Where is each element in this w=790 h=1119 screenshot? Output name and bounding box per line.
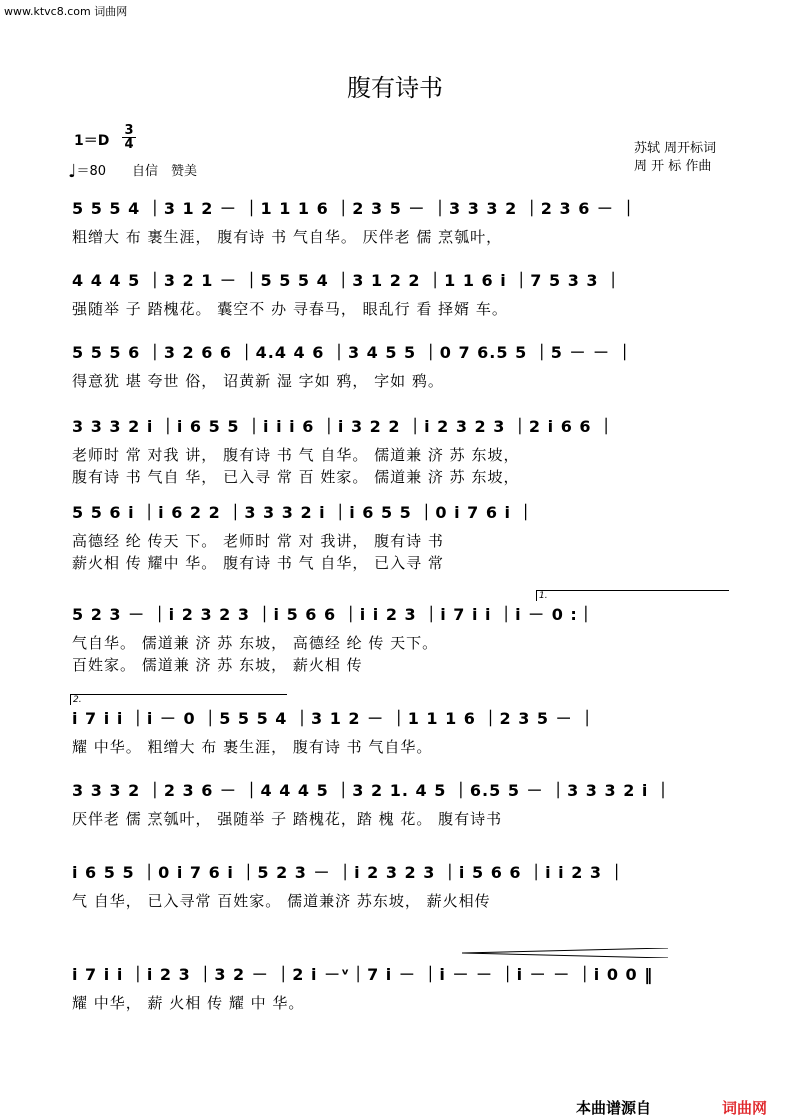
lyric-line-1: 高德经 纶 传天 下。 老师时 常 对 我讲， 腹有诗 书 [72, 532, 444, 550]
notation-line: 5 2 3 － ｜i 2 3 2 3 ｜i 5 6 6 ｜i i 2 3 ｜i 7 i i ｜i － 0 :｜ [72, 605, 595, 624]
meter-bottom: 4 [124, 137, 134, 152]
notation-line: 5 5 6 i ｜i 6 2 2 ｜3 3 3 2 i ｜i 6 5 5 ｜0 i 7 6 i ｜ [72, 503, 535, 522]
key-signature: 1＝D [74, 133, 110, 149]
tempo-marking [68, 160, 197, 182]
lyric-line-2: 薪火相 传 耀中 华。 腹有诗 书 气 自华， 已入寻 常 [72, 554, 444, 572]
lyric-line-1: 气 自华， 已入寻常 百姓家。 儒道兼济 苏东坡， 薪火相传 [72, 892, 491, 910]
volta-bracket-1: 1. [536, 590, 729, 601]
notation-line: i 7 i i ｜i － 0 ｜5 5 5 4 ｜3 1 2 － ｜1 1 1 6 ｜2 3 5 － ｜ [72, 709, 597, 728]
notation-line: 4 4 4 5 ｜3 2 1 － ｜5 5 5 4 ｜3 1 2 2 ｜1 1 6 i ｜7 5 3 3 ｜ [72, 271, 623, 290]
tempo-text: ＝80 自信 赞美 [76, 164, 198, 179]
notation-line: i 6 5 5 ｜0 i 7 6 i ｜5 2 3 － ｜i 2 3 2 3 ｜i 5 6 6 ｜i i 2 3 ｜ [72, 863, 626, 882]
watermark: www.ktvc8.com 词曲网 [4, 5, 128, 18]
lyric-line-1: 耀 中华， 薪 火相 传 耀 中 华。 [72, 994, 305, 1012]
time-signature [122, 124, 136, 151]
lyric-line-1: 得意犹 堪 夸世 俗， 诏黄新 湿 字如 鸦， 字如 鸦。 [72, 372, 444, 390]
notation-line: 3 3 3 2 i ｜i 6 5 5 ｜i i i 6 ｜i 3 2 2 ｜i 2 3 2 3 ｜2 i 6 6 ｜ [72, 417, 616, 436]
lyric-line-1: 老师时 常 对我 讲， 腹有诗 书 气 自华。 儒道兼 济 苏 东坡， [72, 446, 520, 464]
lyric-line-1: 耀 中华。 粗缯大 布 裹生涯， 腹有诗 书 气自华。 [72, 738, 433, 756]
notation-line: i 7 i i ｜i 2 3 ｜3 2 － ｜2 i －ᵛ｜7 i － ｜i － － ｜i － － ｜i 0 0 ‖ [72, 965, 654, 984]
notation-line: 5 5 5 6 ｜3 2 6 6 ｜4.4 4 6 ｜3 4 5 5 ｜0 7 6.5 5 ｜5 － － ｜ [72, 343, 634, 362]
lyric-line-1: 气自华。 儒道兼 济 苏 东坡， 高德经 纶 传 天下。 [72, 634, 439, 652]
source-credit: 本曲谱源自 [576, 1099, 652, 1117]
meter-top: 3 [122, 124, 136, 138]
lyric-line-1: 强随举 子 踏槐花。 囊空不 办 寻春马， 眼乱行 看 择婿 车。 [72, 300, 508, 318]
lyric-line-2: 百姓家。 儒道兼 济 苏 东坡， 薪火相 传 [72, 656, 363, 674]
lyric-line-2: 腹有诗 书 气自 华， 已入寻 常 百 姓家。 儒道兼 济 苏 东坡， [72, 468, 520, 486]
page-title: 腹有诗书 [347, 74, 443, 102]
quarter-note-icon: ♩ [68, 161, 77, 182]
composer-credit: 周 开 标 作曲 [634, 159, 712, 174]
notation-line: 5 5 5 4 ｜3 1 2 － ｜1 1 1 6 ｜2 3 5 － ｜3 3 3 2 ｜2 3 6 － ｜ [72, 199, 638, 218]
decrescendo-hairpin-icon [462, 948, 668, 958]
notation-line: 3 3 3 2 ｜2 3 6 － ｜4 4 4 5 ｜3 2 1. 4 5 ｜6.5 5 － ｜3 3 3 2 i ｜ [72, 781, 672, 800]
lyric-line-1: 粗缯大 布 裹生涯， 腹有诗 书 气自华。 厌伴老 儒 烹瓠叶， [72, 228, 503, 246]
volta-bracket-2: 2. [70, 694, 287, 705]
lyricist-credit: 苏轼 周开标词 [634, 141, 717, 156]
lyric-line-1: 厌伴老 儒 烹瓠叶， 强随举 子 踏槐花，踏 槐 花。 腹有诗书 [72, 810, 503, 828]
source-site-link[interactable]: 词曲网 [722, 1099, 768, 1117]
